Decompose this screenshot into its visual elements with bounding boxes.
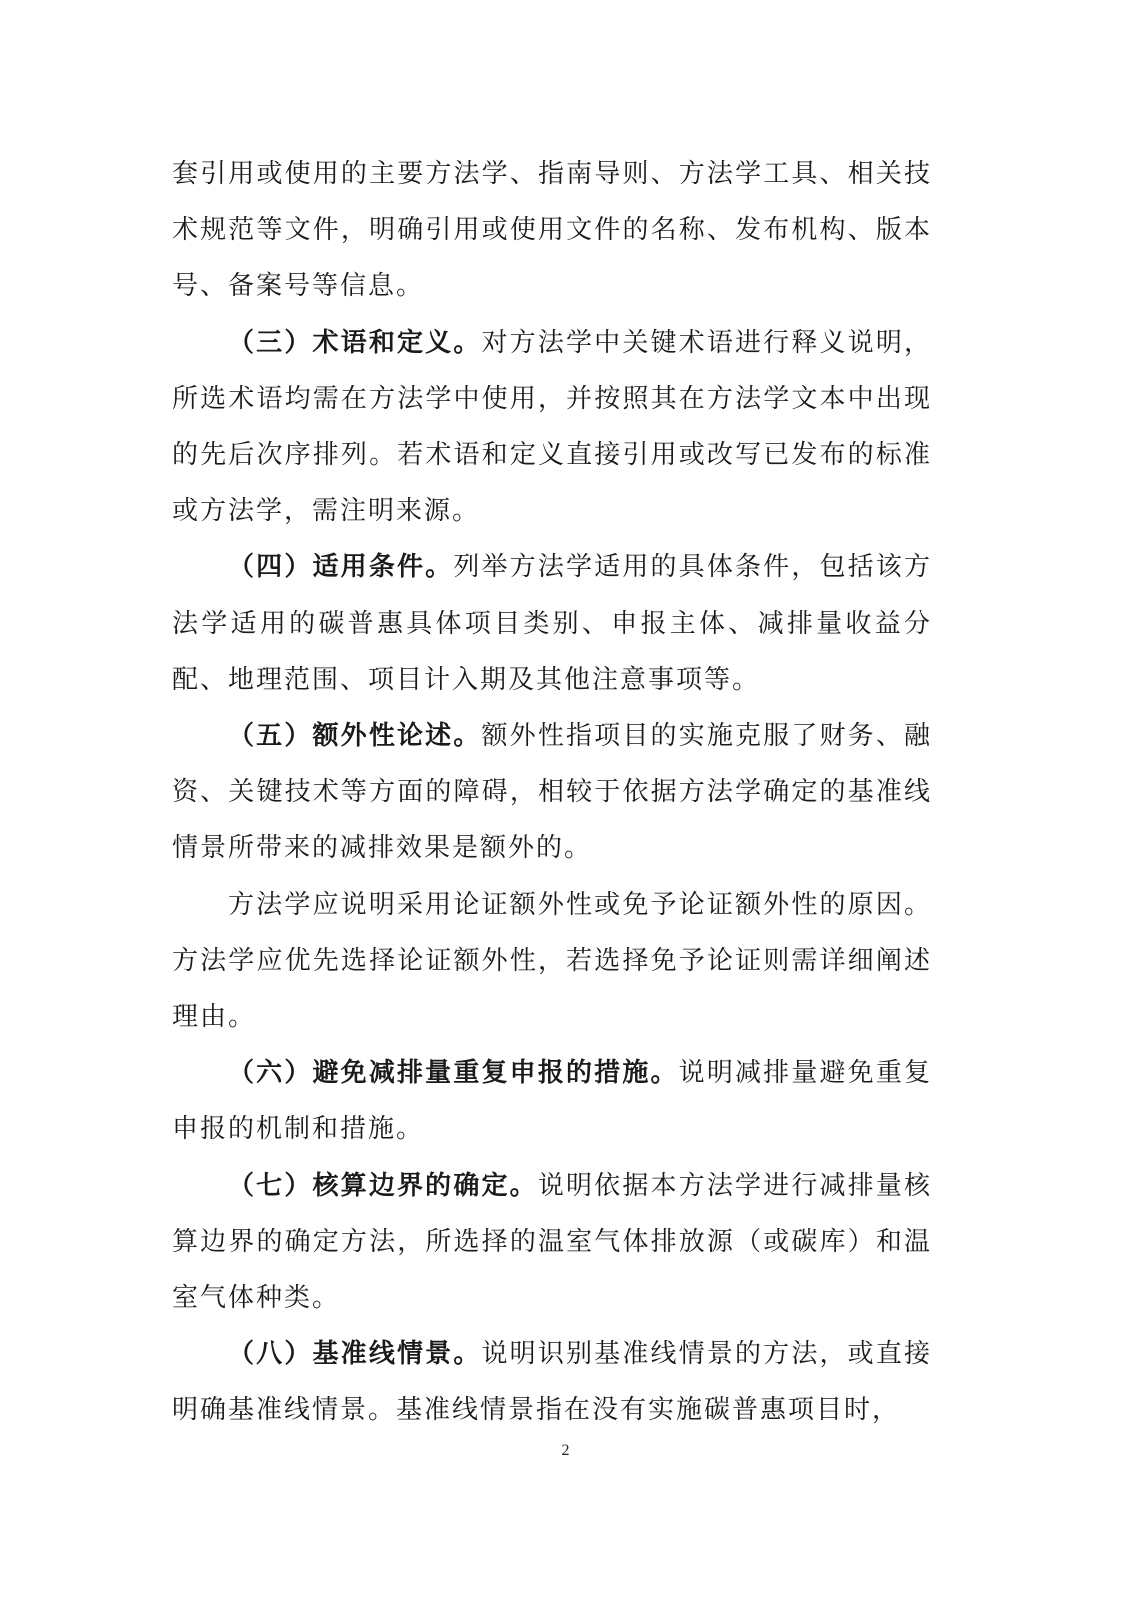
- paragraph-additionality-note: [172, 877, 932, 1046]
- paragraph-text: 列举方法学适用的具体条件，包括该方法学适用的碳普惠具体项目类别、申报主体、减排量收益分配、地理范围、项目计入期及其他注意事项等。: [172, 552, 932, 695]
- section-heading: （三）术语和定义。: [228, 327, 482, 358]
- paragraph-terms-definitions: [172, 315, 932, 540]
- section-heading: （八）基准线情景。: [228, 1339, 482, 1370]
- paragraph-applicable-conditions: [172, 539, 932, 708]
- paragraph-continuation: [172, 146, 932, 315]
- paragraph-text: 方法学应说明采用论证额外性或免予论证额外性的原因。方法学应优先选择论证额外性，若选择免予论证则需详细阐述理由。: [172, 889, 932, 1033]
- paragraph-text: 说明减排量避免重复申报的机制和措施。: [172, 1058, 932, 1145]
- section-heading: （七）核算边界的确定。: [228, 1170, 538, 1201]
- document-body: [172, 146, 932, 1439]
- paragraph-accounting-boundary: [172, 1158, 932, 1327]
- paragraph-text: 额外性指项目的实施克服了财务、融资、关键技术等方面的障碍，相较于依据方法学确定的基准线情景所带来的减排效果是额外的。: [172, 721, 932, 864]
- paragraph-text: 对方法学中关键术语进行释义说明，所选术语均需在方法学中使用，并按照其在方法学文本中出现的先后次序排列。若术语和定义直接引用或改写已发布的标准或方法学，需注明来源。: [172, 327, 932, 527]
- paragraph-double-counting: [172, 1045, 932, 1157]
- paragraph-baseline-scenario: [172, 1326, 932, 1438]
- paragraph-text: 套引用或使用的主要方法学、指南导则、方法学工具、相关技术规范等文件，明确引用或使用文件的名称、发布机构、版本号、备案号等信息。: [172, 159, 932, 302]
- paragraph-text: 说明依据本方法学进行减排量核算边界的确定方法，所选择的温室气体排放源（或碳库）和温室气体种类。: [172, 1170, 932, 1314]
- page-number: 2: [561, 1442, 570, 1459]
- section-heading: （四）适用条件。: [228, 552, 454, 583]
- section-heading: （六）避免减排量重复申报的措施。: [228, 1058, 679, 1089]
- paragraph-text: 说明识别基准线情景的方法，或直接明确基准线情景。基准线情景指在没有实施碳普惠项目时，: [172, 1339, 932, 1426]
- section-heading: （五）额外性论述。: [228, 721, 482, 752]
- paragraph-additionality: [172, 708, 932, 877]
